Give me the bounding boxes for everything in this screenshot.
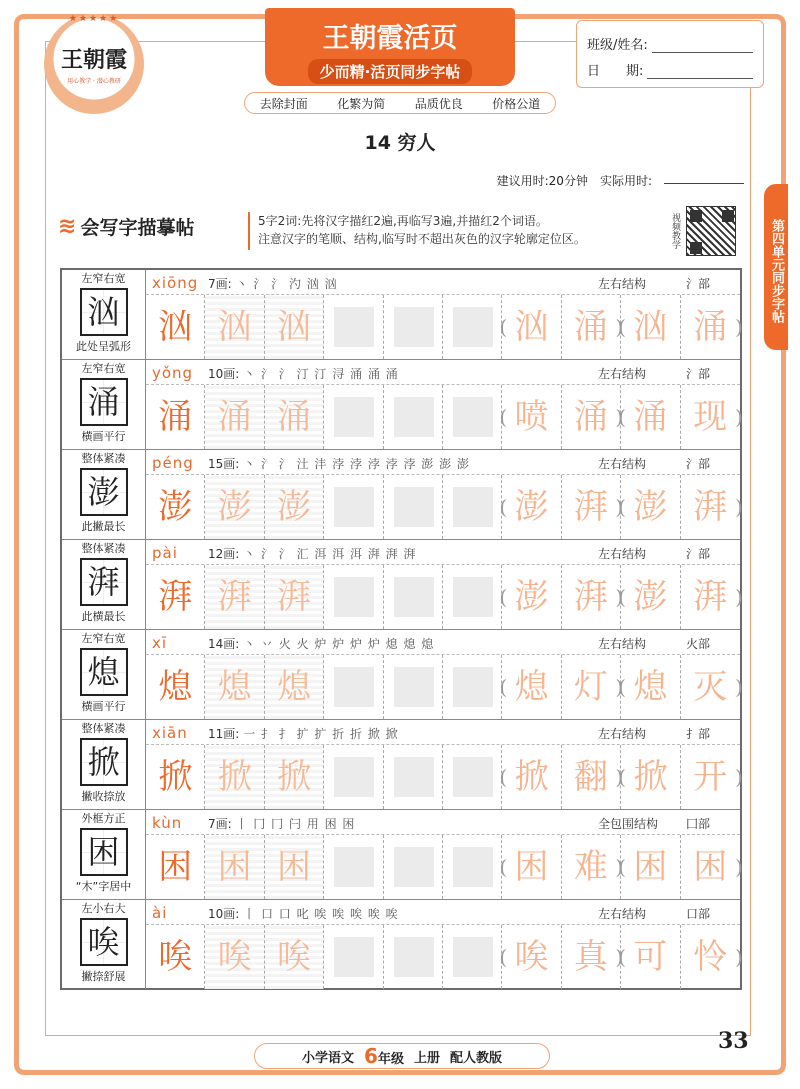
- word-trace-cell[interactable]: ( 熄: [502, 655, 561, 719]
- logo-tagline: 用心教学 · 潜心教研: [67, 78, 121, 85]
- stroke-order: 丶 氵 氵 汢 沣 浡 浡 浡 浡 浡 澎 澎 澎: [243, 457, 470, 471]
- word-trace-cell[interactable]: ( 汹: [621, 295, 680, 359]
- qr-code-icon[interactable]: [686, 206, 736, 256]
- word-trace-cell[interactable]: ( 困: [502, 835, 561, 899]
- word-trace-cell[interactable]: ( 澎: [621, 565, 680, 629]
- structure-tip: 外框方正: [81, 812, 126, 825]
- date-label: 日 期:: [587, 64, 644, 79]
- stroke-order: 丨 口 口 叱 唉 唉 唉 唉 唉: [243, 907, 399, 921]
- stroke-info: [208, 365, 399, 382]
- writing-tip: 此撇最长: [81, 520, 126, 533]
- trace-cell[interactable]: 困: [265, 835, 324, 899]
- writing-cell[interactable]: [324, 925, 383, 989]
- stroke-info: [208, 545, 417, 562]
- stroke-info: [208, 725, 399, 742]
- model-cell: 湃: [146, 565, 205, 629]
- stroke-order: 丶 丷 火 火 炉 炉 炉 炉 熄 熄 熄: [243, 637, 435, 651]
- slogan-item: 去除封面: [259, 96, 308, 111]
- practice-row: [62, 720, 740, 810]
- model-cell: 困: [146, 835, 205, 899]
- slogan-item: 化繁为简: [337, 96, 386, 111]
- word-trace-cell[interactable]: 难 ): [562, 835, 621, 899]
- radical: 氵部: [686, 367, 711, 381]
- model-character: 唉: [80, 918, 128, 966]
- word-trace-cell[interactable]: ( 可: [621, 925, 680, 989]
- word-trace-cell[interactable]: ( 喷: [502, 385, 561, 449]
- structure-tip: 左窄右宽: [81, 272, 126, 285]
- writing-cells: [146, 745, 740, 809]
- footer-grade-label: 年级: [377, 1052, 404, 1067]
- writing-cell[interactable]: [384, 385, 443, 449]
- structure-tip: 整体紧凑: [81, 542, 126, 555]
- word-trace-cell[interactable]: ( 熄: [621, 655, 680, 719]
- radical: 氵部: [686, 457, 711, 471]
- word-trace-cell[interactable]: ( 澎: [502, 475, 561, 539]
- pinyin: xiān: [152, 724, 188, 742]
- character-card: [62, 900, 146, 989]
- trace-cell[interactable]: 涌: [265, 385, 324, 449]
- trace-cell[interactable]: 唉: [265, 925, 324, 989]
- writing-cell[interactable]: [443, 385, 502, 449]
- stroke-count: 7画:: [208, 817, 232, 831]
- model-cell: 唉: [146, 925, 205, 989]
- model-cell: 熄: [146, 655, 205, 719]
- writing-tip: 撇收捺放: [81, 790, 126, 803]
- stroke-count: 11画:: [208, 727, 240, 741]
- word-trace-cell[interactable]: 湃 ): [681, 475, 740, 539]
- stroke-info: [208, 455, 470, 472]
- trace-cell[interactable]: 困: [205, 835, 264, 899]
- stroke-count: 12画:: [208, 547, 240, 561]
- trace-cell[interactable]: 涌: [205, 385, 264, 449]
- character-card: [62, 720, 146, 809]
- writing-cells: [146, 655, 740, 719]
- character-info: [146, 630, 740, 655]
- class-name-field[interactable]: [652, 39, 753, 53]
- writing-cell[interactable]: [443, 655, 502, 719]
- word-trace-cell[interactable]: 灯 ): [562, 655, 621, 719]
- writing-cell[interactable]: [443, 925, 502, 989]
- writing-cell[interactable]: [324, 565, 383, 629]
- writing-cell[interactable]: [443, 295, 502, 359]
- word-trace-cell[interactable]: 现 ): [681, 385, 740, 449]
- word-trace-cell[interactable]: 湃 ): [681, 565, 740, 629]
- word-trace-cell[interactable]: ( 涌: [621, 385, 680, 449]
- word-trace-cell[interactable]: 怜 ): [681, 925, 740, 989]
- writing-cells: [146, 475, 740, 539]
- page-number: 33: [718, 1028, 749, 1054]
- radical: 扌部: [686, 727, 711, 741]
- radical: 氵部: [686, 547, 711, 561]
- practice-row: [62, 360, 740, 450]
- stroke-count: 7画:: [208, 277, 232, 291]
- footer-grade-number: 6: [364, 1044, 378, 1068]
- footer-volume: 上册: [413, 1050, 440, 1066]
- model-cell: 掀: [146, 745, 205, 809]
- writing-cell[interactable]: [443, 835, 502, 899]
- structure-type: 全包围结构: [598, 817, 659, 831]
- slogan-bar: [244, 92, 556, 114]
- word-trace-cell[interactable]: 湃 ): [562, 565, 621, 629]
- radical: 囗部: [686, 817, 711, 831]
- word-trace-cell[interactable]: ( 掀: [621, 745, 680, 809]
- model-character: 湃: [80, 558, 128, 606]
- slogan-item: 价格公道: [492, 96, 541, 111]
- writing-cell[interactable]: [324, 745, 383, 809]
- writing-cell[interactable]: [324, 835, 383, 899]
- trace-cell[interactable]: 掀: [265, 745, 324, 809]
- character-info: [146, 540, 740, 565]
- writing-cell[interactable]: [443, 745, 502, 809]
- character-card: [62, 270, 146, 359]
- section-title: 会写字描摹帖: [80, 217, 195, 239]
- wave-icon: ≋: [58, 214, 77, 239]
- writing-cell[interactable]: [384, 925, 443, 989]
- writing-tip: 横画平行: [81, 700, 126, 713]
- structure-tip: 左小右大: [81, 902, 126, 915]
- structure-tip: 左窄右宽: [81, 632, 126, 645]
- structure-type: 左右结构: [598, 547, 647, 561]
- practice-grid: [60, 268, 742, 990]
- pinyin: xī: [152, 634, 168, 652]
- character-info: [146, 900, 740, 925]
- writing-cell[interactable]: [443, 565, 502, 629]
- logo-brand-text: 王朝霞: [60, 47, 127, 73]
- word-trace-cell[interactable]: 开 ): [681, 745, 740, 809]
- stroke-info: [208, 635, 434, 652]
- stroke-order: 丶 氵 氵 汀 汀 浔 涌 涌 涌: [243, 367, 399, 381]
- writing-cells: [146, 925, 740, 989]
- writing-tip: “木”字居中: [75, 880, 132, 893]
- pinyin: yǒng: [152, 364, 194, 382]
- stroke-info: [208, 275, 338, 292]
- structure-tip: 整体紧凑: [81, 722, 126, 735]
- lesson-title: 14 穷人: [364, 132, 436, 154]
- footer-badge: [254, 1043, 550, 1069]
- word-trace-cell[interactable]: 灭 ): [681, 655, 740, 719]
- pinyin: kùn: [152, 814, 183, 832]
- trace-cell[interactable]: 澎: [205, 475, 264, 539]
- writing-tip: 撇捺舒展: [81, 970, 126, 983]
- model-cell: 汹: [146, 295, 205, 359]
- writing-cell[interactable]: [384, 745, 443, 809]
- word-trace-cell[interactable]: ( 澎: [502, 565, 561, 629]
- writing-cells: [146, 835, 740, 899]
- stroke-count: 15画:: [208, 457, 240, 471]
- footer-edition: 配人教版: [449, 1050, 502, 1066]
- structure-type: 左右结构: [598, 457, 647, 471]
- name-date-box: [576, 20, 764, 88]
- word-trace-cell[interactable]: 翻 ): [562, 745, 621, 809]
- banner-brand: 王朝霞活页: [322, 23, 458, 54]
- model-cell: 涌: [146, 385, 205, 449]
- word-trace-cell[interactable]: ( 唉: [502, 925, 561, 989]
- writing-cell[interactable]: [324, 655, 383, 719]
- stroke-info: [208, 815, 355, 832]
- character-info: [146, 360, 740, 385]
- writing-tip: 此横最长: [81, 610, 126, 623]
- character-card: [62, 810, 146, 899]
- structure-tip: 整体紧凑: [81, 452, 126, 465]
- trace-cell[interactable]: 唉: [205, 925, 264, 989]
- trace-cell[interactable]: 湃: [205, 565, 264, 629]
- structure-type: 左右结构: [598, 277, 647, 291]
- model-character: 困: [80, 828, 128, 876]
- writing-cell[interactable]: [384, 835, 443, 899]
- word-trace-cell[interactable]: ( 澎: [621, 475, 680, 539]
- character-info: [146, 810, 740, 835]
- word-trace-cell[interactable]: ( 掀: [502, 745, 561, 809]
- stroke-order: 一 扌 扌 扩 扩 折 折 掀 掀: [243, 727, 399, 741]
- writing-cells: [146, 565, 740, 629]
- header-banner: [265, 8, 515, 86]
- pinyin: péng: [152, 454, 194, 472]
- trace-cell[interactable]: 熄: [205, 655, 264, 719]
- writing-tip: 此处呈弧形: [76, 340, 131, 353]
- radical: 口部: [686, 907, 711, 921]
- writing-cells: [146, 385, 740, 449]
- word-trace-cell[interactable]: ( 汹: [502, 295, 561, 359]
- writing-cell[interactable]: [324, 475, 383, 539]
- word-trace-cell[interactable]: 困 ): [681, 835, 740, 899]
- character-card: [62, 630, 146, 719]
- writing-cell[interactable]: [324, 385, 383, 449]
- model-character: 掀: [80, 738, 128, 786]
- practice-row: [62, 450, 740, 540]
- date-field[interactable]: [647, 65, 753, 79]
- section-heading: [58, 213, 194, 240]
- trace-cell[interactable]: 汹: [205, 295, 264, 359]
- timing-line: [497, 172, 744, 189]
- word-trace-cell[interactable]: 湃 ): [562, 475, 621, 539]
- section-instructions: [258, 212, 658, 248]
- trace-cell[interactable]: 汹: [265, 295, 324, 359]
- brand-logo: [44, 14, 144, 114]
- structure-tip: 左窄右宽: [81, 362, 126, 375]
- character-info: [146, 270, 740, 295]
- writing-tip: 横画平行: [81, 430, 126, 443]
- banner-subtitle: 少而精·活页同步字帖: [308, 59, 473, 84]
- practice-row: [62, 810, 740, 900]
- word-trace-cell[interactable]: 涌 ): [681, 295, 740, 359]
- writing-cell[interactable]: [324, 295, 383, 359]
- model-cell: 澎: [146, 475, 205, 539]
- character-card: [62, 360, 146, 449]
- trace-cell[interactable]: 澎: [265, 475, 324, 539]
- practice-row: [62, 900, 740, 990]
- model-character: 汹: [80, 288, 128, 336]
- word-trace-cell[interactable]: ( 困: [621, 835, 680, 899]
- slogan-item: 品质优良: [414, 96, 463, 111]
- structure-type: 左右结构: [598, 367, 647, 381]
- character-info: [146, 720, 740, 745]
- word-trace-cell[interactable]: 涌 ): [562, 295, 621, 359]
- logo-stars: ★★★★★: [68, 14, 120, 24]
- pinyin: xiōng: [152, 274, 199, 292]
- structure-type: 左右结构: [598, 637, 647, 651]
- actual-time-label: 实际用时:: [599, 174, 652, 188]
- radical: 氵部: [686, 277, 711, 291]
- writing-cell[interactable]: [384, 295, 443, 359]
- model-character: 涌: [80, 378, 128, 426]
- stroke-order: 丨 冂 冂 闩 用 困 困: [235, 817, 356, 831]
- stroke-count: 14画:: [208, 637, 240, 651]
- stroke-count: 10画:: [208, 907, 240, 921]
- instruction-line: 注意汉字的笔顺、结构,临写时不超出灰色的汉字轮廓定位区。: [258, 232, 586, 246]
- stroke-order: 丶 氵 氵 汇 洱 洱 洱 湃 湃 湃: [243, 547, 417, 561]
- word-trace-cell[interactable]: 真 ): [562, 925, 621, 989]
- stroke-order: 丶 氵 氵 汋 汹 汹: [235, 277, 338, 291]
- qr-label: 视频教学: [670, 213, 680, 249]
- radical: 火部: [686, 637, 711, 651]
- video-qr[interactable]: [668, 206, 740, 256]
- pinyin: pài: [152, 544, 178, 562]
- stroke-count: 10画:: [208, 367, 240, 381]
- stroke-info: [208, 905, 399, 922]
- writing-cells: [146, 295, 740, 359]
- character-card: [62, 540, 146, 629]
- character-card: [62, 450, 146, 539]
- actual-time-field[interactable]: [664, 172, 744, 184]
- unit-side-tab: 第四单元同步字帖: [764, 184, 788, 350]
- word-trace-cell[interactable]: 涌 ): [562, 385, 621, 449]
- practice-row: [62, 270, 740, 360]
- footer-subject: 小学语文: [302, 1050, 355, 1066]
- practice-row: [62, 540, 740, 630]
- trace-cell[interactable]: 湃: [265, 565, 324, 629]
- section-divider: [248, 212, 250, 250]
- model-character: 熄: [80, 648, 128, 696]
- writing-cell[interactable]: [384, 565, 443, 629]
- suggested-time: 建议用时:20分钟: [496, 174, 588, 188]
- character-info: [146, 450, 740, 475]
- model-character: 澎: [80, 468, 128, 516]
- practice-row: [62, 630, 740, 720]
- writing-cell[interactable]: [384, 655, 443, 719]
- trace-cell[interactable]: 掀: [205, 745, 264, 809]
- instruction-line: 5字2词:先将汉字描红2遍,再临写3遍,并描红2个词语。: [258, 214, 548, 228]
- structure-type: 左右结构: [598, 907, 647, 921]
- class-name-label: 班级/姓名:: [587, 38, 648, 53]
- writing-cell[interactable]: [443, 475, 502, 539]
- writing-cell[interactable]: [384, 475, 443, 539]
- structure-type: 左右结构: [598, 727, 647, 741]
- pinyin: ài: [152, 904, 168, 922]
- trace-cell[interactable]: 熄: [265, 655, 324, 719]
